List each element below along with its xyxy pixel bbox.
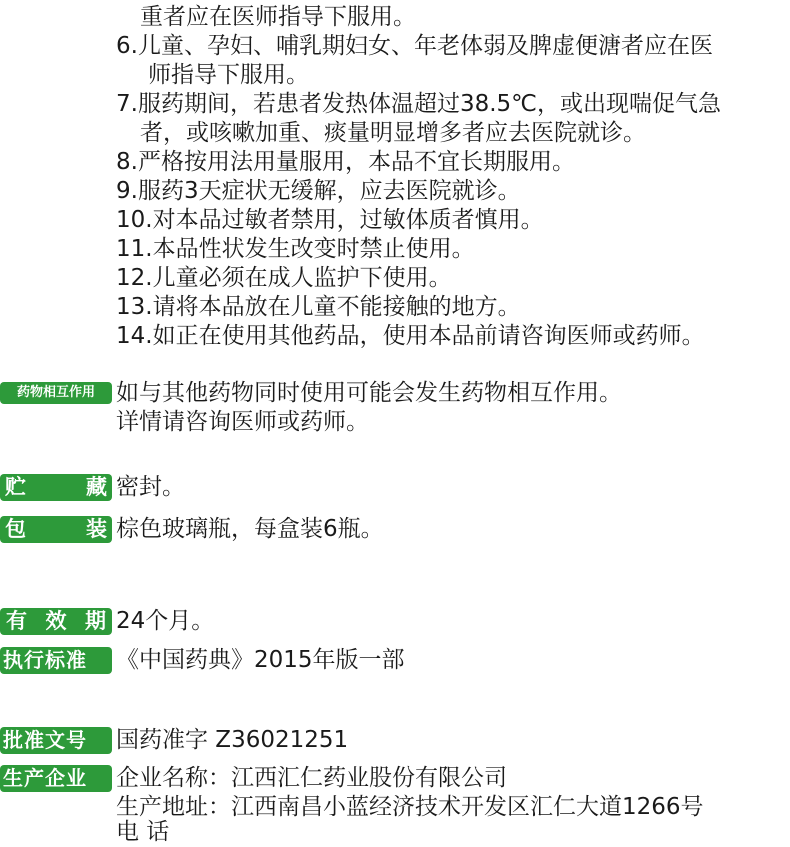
manufacturer-text: 生产地址：江西南昌小蓝经济技术开发区汇仁大道1266号	[116, 794, 704, 820]
manufacturer-label: 生产企业	[0, 765, 112, 792]
interaction-text: 如与其他药物同时使用可能会发生药物相互作用。	[116, 380, 622, 406]
package-text: 棕色玻璃瓶，每盒装6瓶。	[116, 516, 384, 542]
approval-label: 批准文号	[0, 727, 112, 754]
cut-off-line	[116, 818, 236, 845]
standard-text: 《中国药典》2015年版一部	[116, 647, 405, 673]
note-line: 11.本品性状发生改变时禁止使用。	[116, 236, 475, 262]
package-label	[0, 516, 112, 543]
validity-label-char: 期	[85, 609, 106, 633]
validity-text: 24个月。	[116, 608, 215, 634]
note-line: 师指导下服用。	[148, 62, 309, 88]
note-line: 6.儿童、孕妇、哺乳期妇女、年老体弱及脾虚便溏者应在医	[116, 33, 713, 59]
note-line: 12.儿童必须在成人监护下使用。	[116, 265, 452, 291]
validity-label-char: 效	[45, 609, 67, 633]
note-line: 14.如正在使用其他药品，使用本品前请咨询医师或药师。	[116, 323, 705, 349]
approval-text: 国药准字 Z36021251	[116, 727, 349, 753]
storage-label-char: 贮	[5, 475, 26, 499]
note-line: 13.请将本品放在儿童不能接触的地方。	[116, 294, 521, 320]
storage-text: 密封。	[116, 474, 185, 500]
package-label-char: 装	[86, 517, 107, 541]
standard-label: 执行标准	[0, 647, 112, 674]
interaction-label: 药物相互作用	[0, 382, 112, 404]
package-label-char: 包	[5, 517, 26, 541]
note-line: 8.严格按用法用量服用，本品不宜长期服用。	[116, 149, 575, 175]
validity-label	[0, 608, 112, 635]
manufacturer-text: 企业名称：江西汇仁药业股份有限公司	[116, 765, 507, 791]
validity-label-char: 有	[6, 609, 27, 633]
note-line: 10.对本品过敏者禁用，过敏体质者慎用。	[116, 207, 544, 233]
note-line: 7.服药期间，若患者发热体温超过38.5℃，或出现喘促气急	[116, 91, 721, 117]
storage-label-char: 藏	[86, 475, 107, 499]
storage-label	[0, 474, 112, 501]
interaction-text: 详情请咨询医师或药师。	[116, 409, 369, 435]
note-line: 重者应在医师指导下服用。	[140, 4, 416, 30]
note-line: 9.服药3天症状无缓解，应去医院就诊。	[116, 178, 521, 204]
cut-off-text: 电 话	[116, 819, 170, 845]
note-line: 者，或咳嗽加重、痰量明显增多者应去医院就诊。	[140, 120, 646, 146]
